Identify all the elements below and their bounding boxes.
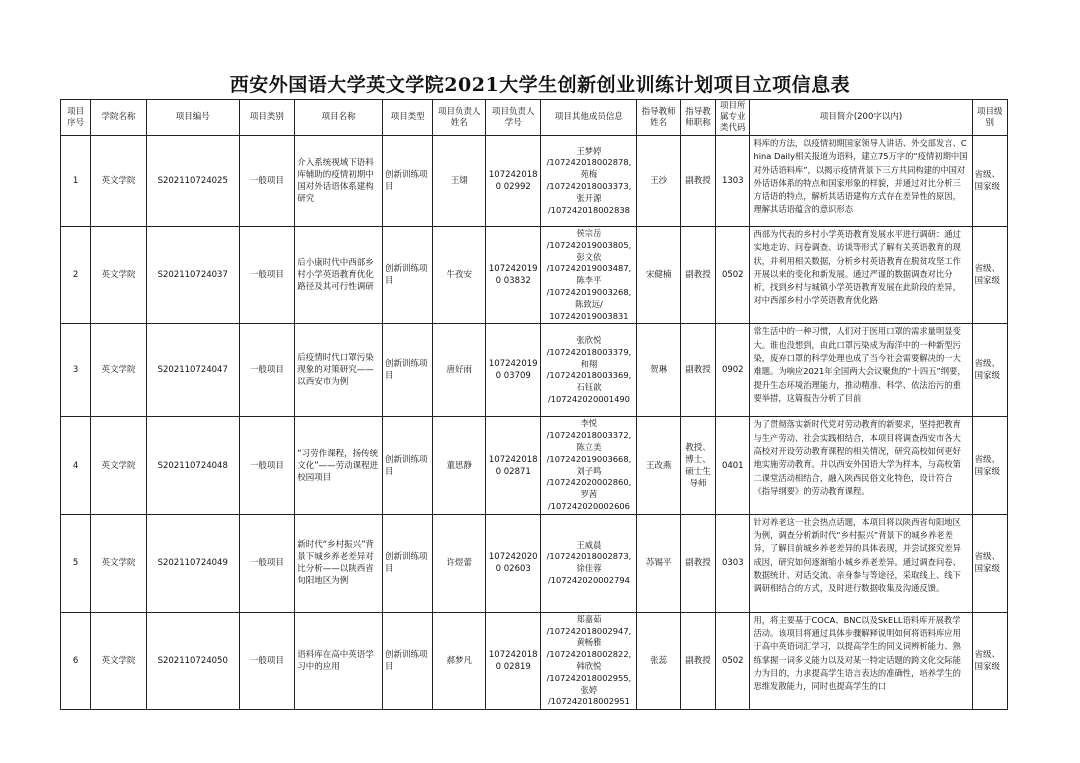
cell-major-code: 1303 xyxy=(716,136,750,227)
cell-college: 英文学院 xyxy=(91,514,147,612)
cell-major-code: 0303 xyxy=(716,514,750,612)
cell-members xyxy=(541,612,637,709)
cell-category: 一般项目 xyxy=(239,324,295,417)
project-info-table xyxy=(60,99,1008,710)
table-row xyxy=(61,136,1008,227)
member-line: 张婷 xyxy=(580,684,598,695)
member-line: /107242019003487, xyxy=(546,263,632,274)
cell-code: S202110724037 xyxy=(146,227,239,324)
header-advisor-title: 指导教师职称 xyxy=(680,100,715,136)
cell-leader: 王翃 xyxy=(433,136,485,227)
cell-type: 创新训练项目 xyxy=(383,136,433,227)
cell-code: S202110724050 xyxy=(146,612,239,709)
cell-name: 后小康时代中西部乡村小学英语教育优化路径及其可行性调研 xyxy=(295,227,383,324)
cell-seq: 2 xyxy=(61,227,91,324)
cell-code: S202110724049 xyxy=(146,514,239,612)
cell-seq: 1 xyxy=(61,136,91,227)
header-members: 项目其他成员信息 xyxy=(541,100,637,136)
member-line: /107242019003268, xyxy=(546,286,632,297)
cell-advisor: 苏锡平 xyxy=(637,514,680,612)
header-advisor: 指导教师姓名 xyxy=(637,100,680,136)
cell-advisor: 王改燕 xyxy=(637,417,680,514)
cell-name: 介入系统视域下语料库辅助的疫情初期中国对外话语体系建构研究 xyxy=(295,136,383,227)
cell-seq: 5 xyxy=(61,514,91,612)
member-line: /107242018002951 xyxy=(547,696,630,707)
member-line: /107242018003379, xyxy=(546,346,632,357)
member-line: 彭文依 xyxy=(576,251,602,262)
member-line: 陈李平 xyxy=(576,275,602,286)
cell-advisor-title: 副教授 xyxy=(680,227,715,324)
cell-name: 新时代“乡村振兴”背景下城乡养老差异对比分析——以陕西省旬阳地区为例 xyxy=(295,514,383,612)
member-line: /107242018003372, xyxy=(546,430,632,441)
cell-category: 一般项目 xyxy=(239,514,295,612)
cell-advisor-title: 副教授 xyxy=(680,324,715,417)
cell-level: 省级、国家级 xyxy=(972,227,1007,324)
cell-members xyxy=(541,417,637,514)
member-line: 黄畅雅 xyxy=(576,637,602,648)
cell-members xyxy=(541,227,637,324)
cell-summary: 针对养老这一社会热点话题，本项目将以陕西省旬阳地区为例，调查分析新时代“乡村振兴”背景下的城乡养老差异，了解目前城乡养老差异的具体表现，并尝试探究差异成因，研究如何逐渐缩小城乡养老差异。通过调查问卷、数据统计、对话交流、亲身参与等途径，采取线上、线下调研相结合的方式，及时进行数据收集及沟通反馈。 xyxy=(750,514,972,612)
table-row xyxy=(61,227,1008,324)
cell-name: 后疫情时代口罩污染现象的对策研究——以西安市为例 xyxy=(295,324,383,417)
header-leader-id: 项目负责人学号 xyxy=(485,100,541,136)
cell-type: 创新训练项目 xyxy=(383,514,433,612)
cell-major-code: 0902 xyxy=(716,324,750,417)
member-line: /107242018002955, xyxy=(546,672,632,683)
cell-advisor-title: 副教授 xyxy=(680,514,715,612)
member-line: 和翔 xyxy=(580,358,598,369)
cell-advisor-title: 副教授 xyxy=(680,612,715,709)
member-line: 王威晨 xyxy=(576,539,602,550)
cell-major-code: 0502 xyxy=(716,612,750,709)
cell-type: 创新训练项目 xyxy=(383,417,433,514)
member-line: /107242018002878, xyxy=(546,157,632,168)
header-level: 项目级别 xyxy=(972,100,1007,136)
cell-leader: 牛孜安 xyxy=(433,227,485,324)
cell-advisor: 张蕊 xyxy=(637,612,680,709)
header-type: 项目类型 xyxy=(383,100,433,136)
cell-advisor-title: 教授、博士、硕士生导师 xyxy=(680,417,715,514)
cell-summary: 为了贯彻落实新时代党对劳动教育的新要求，坚持把教育与生产劳动、社会实践相结合，本项目将调查西安市各大高校对开设劳动教育课程的相关情况，研究高校如何更好地实施劳动教育。并以西安外国语大学为样本，与高校第二课堂活动相结合，融入陕西民俗文化特色，设计符合《指导纲要》的劳动教育课程。 xyxy=(750,417,972,514)
member-line: 张开源 xyxy=(576,192,602,203)
table-row xyxy=(61,612,1008,709)
cell-seq: 3 xyxy=(61,324,91,417)
header-name: 项目名称 xyxy=(295,100,383,136)
cell-college: 英文学院 xyxy=(91,136,147,227)
cell-category: 一般项目 xyxy=(239,417,295,514)
member-line: 罗茜 xyxy=(580,489,598,500)
member-line: 107242019003831 xyxy=(549,310,629,321)
cell-code: S202110724047 xyxy=(146,324,239,417)
member-line: /107242020002860, xyxy=(546,477,632,488)
cell-summary: 西部为代表的乡村小学英语教育发展水平进行调研：通过实地走访、问卷调查、访谈等形式了解有关英语教育的现状，并利用相关数据，分析乡村英语教育在脱贫攻坚工作开展以来的变化和新发展。通过严谨的数据调查对比分析，找到乡村与城镇小学英语教育发展在此阶段的差异，对中西部乡村小学英语教育优化路 xyxy=(750,227,972,324)
member-line: 徐佳蓉 xyxy=(576,563,602,574)
cell-code: S202110724048 xyxy=(146,417,239,514)
header-leader: 项目负责人姓名 xyxy=(433,100,485,136)
cell-leader: 唐好雨 xyxy=(433,324,485,417)
member-line: 苑梅 xyxy=(580,169,598,180)
cell-level: 省级、国家级 xyxy=(972,136,1007,227)
cell-advisor: 贺琳 xyxy=(637,324,680,417)
table-row xyxy=(61,514,1008,612)
header-row xyxy=(61,100,1008,136)
cell-name: “习劳作课程，扬传统文化”——劳动课程进校园项目 xyxy=(295,417,383,514)
cell-major-code: 0502 xyxy=(716,227,750,324)
cell-leader: 董思静 xyxy=(433,417,485,514)
member-line: 郑嘉茹 xyxy=(576,613,602,624)
cell-summary: 料库的方法，以疫情初期国家领导人讲话、外交部发言、China Daily相关报道为语料，建立75万字的“疫情初期中国对外话语料库”，以揭示疫情背景下三方共同构建的中国对外话语体系的特点和国家形象的样貌，并通过对比分析三方话语的特点，解析其话语建构方式存在差异性的原因，理解其话语蕴含的意识形态 xyxy=(750,136,972,227)
member-line: /107242018002873, xyxy=(546,551,632,562)
member-line: /107242019003805, xyxy=(546,239,632,250)
cell-leader: 许煜蕾 xyxy=(433,514,485,612)
member-line: /107242019003668, xyxy=(546,453,632,464)
member-line: 张欣悦 xyxy=(576,334,602,345)
cell-advisor-title: 副教授 xyxy=(680,136,715,227)
cell-leader-id: 1072420180 02992 xyxy=(485,136,541,227)
member-line: 石钰歆 xyxy=(576,382,602,393)
cell-leader-id: 1072420200 02603 xyxy=(485,514,541,612)
member-line: /107242020002794 xyxy=(547,575,630,586)
cell-leader-id: 1072420190 03832 xyxy=(485,227,541,324)
header-code: 项目编号 xyxy=(146,100,239,136)
member-line: 侯宗岳 xyxy=(576,228,602,238)
member-line: /107242020001490 xyxy=(547,393,630,404)
cell-members xyxy=(541,514,637,612)
member-line: 王梦婷 xyxy=(576,145,602,156)
header-summary: 项目简介(200字以内) xyxy=(750,100,972,136)
cell-level: 省级、国家级 xyxy=(972,612,1007,709)
cell-advisor: 王沙 xyxy=(637,136,680,227)
member-line: 刘子鸣 xyxy=(576,465,602,476)
cell-members xyxy=(541,324,637,417)
document-title: 西安外国语大学英文学院2021大学生创新创业训练计划项目立项信息表 xyxy=(229,74,851,96)
cell-type: 创新训练项目 xyxy=(383,227,433,324)
cell-college: 英文学院 xyxy=(91,612,147,709)
member-line: 韩欣悦 xyxy=(576,660,602,671)
cell-type: 创新训练项目 xyxy=(383,324,433,417)
cell-advisor: 宋健楠 xyxy=(637,227,680,324)
cell-leader-id: 1072420190 03709 xyxy=(485,324,541,417)
header-seq: 项目序号 xyxy=(61,100,91,136)
cell-major-code: 0401 xyxy=(716,417,750,514)
cell-college: 英文学院 xyxy=(91,324,147,417)
cell-leader-id: 1072420180 02819 xyxy=(485,612,541,709)
header-major-code: 项目所属专业类代码 xyxy=(716,100,750,136)
member-line: 陈致远/ xyxy=(575,298,603,309)
cell-category: 一般项目 xyxy=(239,227,295,324)
cell-seq: 6 xyxy=(61,612,91,709)
cell-level: 省级、国家级 xyxy=(972,514,1007,612)
cell-name: 语料库在高中英语学习中的应用 xyxy=(295,612,383,709)
cell-code: S202110724025 xyxy=(146,136,239,227)
header-category: 项目类别 xyxy=(239,100,295,136)
cell-leader-id: 1072420180 02871 xyxy=(485,417,541,514)
cell-leader: 郝梦凡 xyxy=(433,612,485,709)
cell-seq: 4 xyxy=(61,417,91,514)
table-row xyxy=(61,417,1008,514)
member-line: /107242018003369, xyxy=(546,370,632,381)
member-line: /107242020002606 xyxy=(547,500,630,511)
member-line: /107242018002838 xyxy=(547,204,630,215)
cell-college: 英文学院 xyxy=(91,227,147,324)
cell-college: 英文学院 xyxy=(91,417,147,514)
member-line: /107242018003373, xyxy=(546,181,632,191)
cell-level: 省级、国家级 xyxy=(972,324,1007,417)
cell-members xyxy=(541,136,637,227)
header-college: 学院名称 xyxy=(91,100,147,136)
cell-level: 省级、国家级 xyxy=(972,417,1007,514)
member-line: /107242018002947, xyxy=(546,625,632,636)
cell-category: 一般项目 xyxy=(239,612,295,709)
table-row xyxy=(61,324,1008,417)
member-line: 李悦 xyxy=(580,418,598,429)
member-line: /107242018002822, xyxy=(546,649,632,660)
cell-summary: 用，将主要基于COCA、BNC以及SkELL语料库开展教学活动。该项目将通过具体步骤解释说明如何将语料库应用于高中英语词汇学习，以提高学生的同义词辨析能力、熟练掌握一词多义能力以及对某一特定话题的跨文化交际能力为目的，力求提高学生语言表达的准确性，培养学生的思维发散能力，同时也提高学生的口 xyxy=(750,612,972,709)
cell-type: 创新训练项目 xyxy=(383,612,433,709)
cell-category: 一般项目 xyxy=(239,136,295,227)
member-line: 陈立美 xyxy=(576,441,602,452)
cell-summary: 常生活中的一种习惯，人们对于医用口罩的需求量明显变大。谁也没想到，由此口罩污染成为海洋中的一种新型污染，废弃口罩的科学处理也成了当今社会需要解决的一大难题。为响应2021年全国两大会议聚焦的“十四五”纲要，提升生态环境治理能力，推动精准、科学、依法治污的重要举措，这篇报告分析了目前 xyxy=(750,324,972,417)
